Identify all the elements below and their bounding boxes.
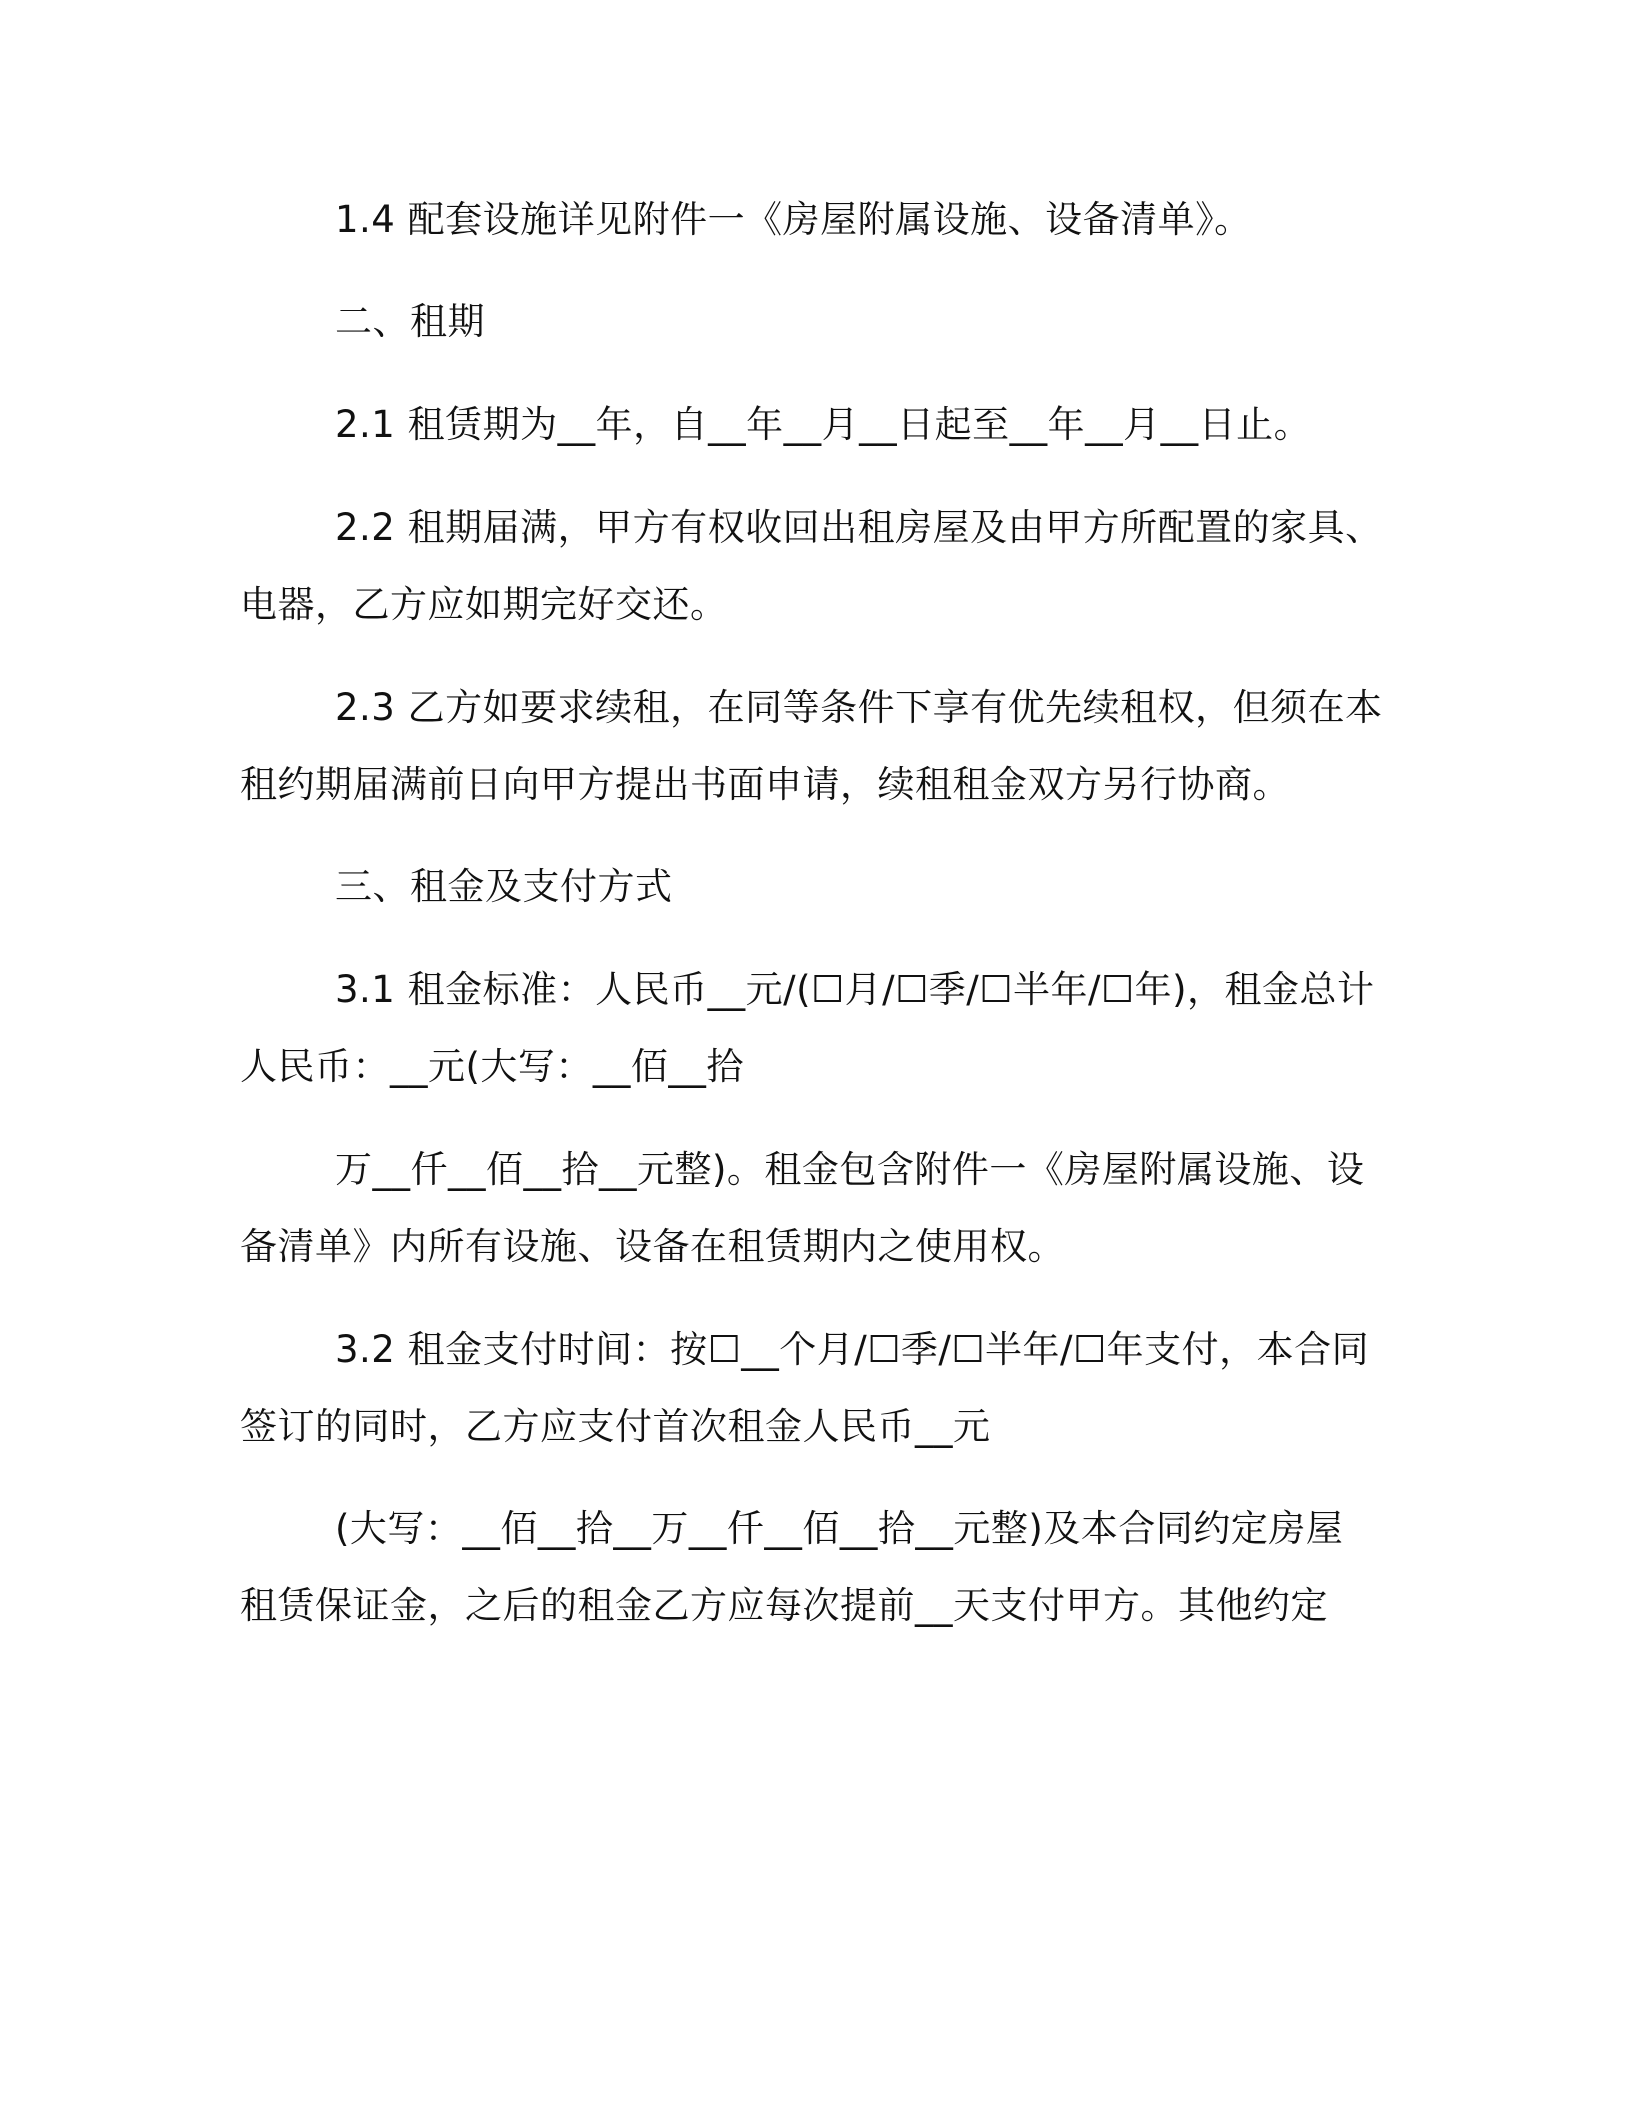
clause-3-1-line-4: 备清单》内所有设施、设备在租赁期内之使用权。 (240, 1225, 1065, 1268)
section-heading-lease-term: 二、租期 (335, 300, 485, 343)
clause-2-2-line-1: 2.2 租期届满，甲方有权收回出租房屋及由甲方所配置的家具、 (335, 506, 1383, 549)
clause-2-2-line-2: 电器，乙方应如期完好交还。 (240, 583, 728, 626)
clause-3-1-line-2: 人民币：__元(大写：__佰__拾 (240, 1045, 744, 1088)
clause-2-3-line-1: 2.3 乙方如要求续租，在同等条件下享有优先续租权，但须在本 (335, 686, 1383, 729)
clause-3-2-line-3: (大写：__佰__拾__万__仟__佰__拾__元整)及本合同约定房屋 (335, 1507, 1344, 1550)
clause-3-2-line-1: 3.2 租金支付时间：按☐__个月/☐季/☐半年/☐年支付，本合同 (335, 1328, 1370, 1371)
clause-3-2-line-4: 租赁保证金，之后的租金乙方应每次提前__天支付甲方。其他约定 (240, 1584, 1328, 1627)
clause-3-2-line-2: 签订的同时，乙方应支付首次租金人民币__元 (240, 1405, 991, 1448)
clause-3-1-line-3: 万__仟__佰__拾__元整)。租金包含附件一《房屋附属设施、设 (335, 1148, 1365, 1191)
clause-1-4: 1.4 配套设施详见附件一《房屋附属设施、设备清单》。 (335, 198, 1252, 241)
clause-2-1: 2.1 租赁期为__年，自__年__月__日起至__年__月__日止。 (335, 403, 1312, 446)
section-heading-rent-payment: 三、租金及支付方式 (335, 865, 673, 908)
clause-3-1-line-1: 3.1 租金标准：人民币__元/(☐月/☐季/☐半年/☐年)，租金总计 (335, 968, 1375, 1011)
clause-2-3-line-2: 租约期届满前日向甲方提出书面申请，续租租金双方另行协商。 (240, 763, 1290, 806)
